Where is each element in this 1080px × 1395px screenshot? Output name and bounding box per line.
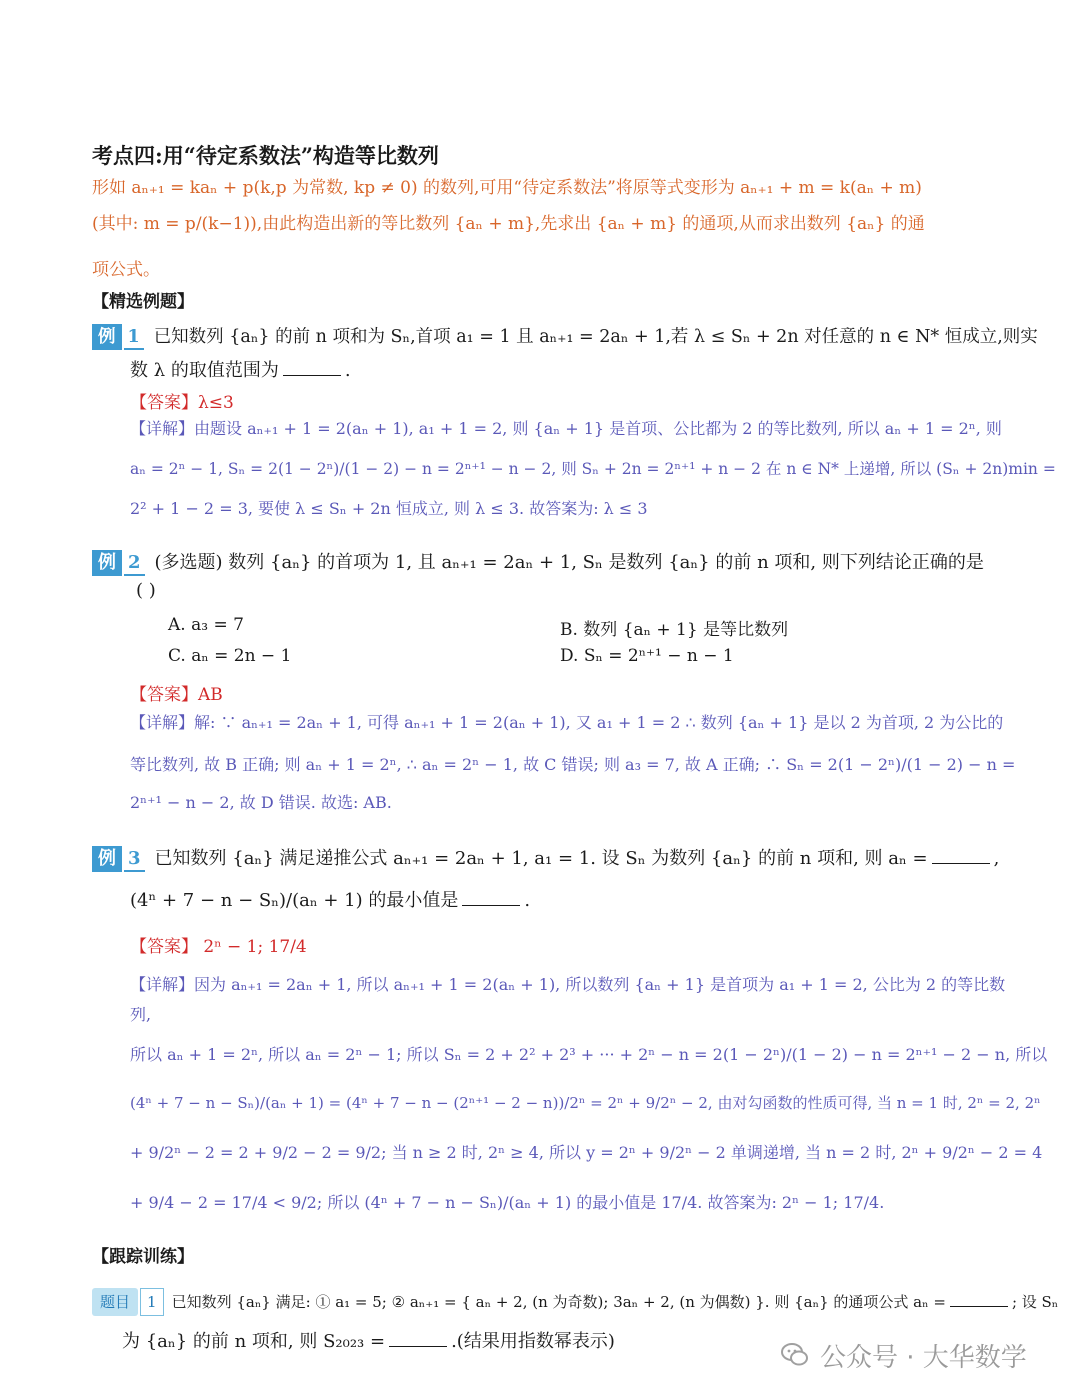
example-badge: 例	[92, 846, 122, 872]
exercise-1-text-2: 为 {aₙ} 的前 n 项和, 则 S₂₀₂₃ =	[122, 1331, 386, 1352]
answer-blank	[950, 1306, 1008, 1307]
example-3-explanation-4: (4ⁿ + 7 − n − Sₙ)/(aₙ + 1) = (4ⁿ + 7 − n − (2ⁿ⁺¹ − 2 − n))/2ⁿ = 2ⁿ + 9/2ⁿ − 2, 由对勾函数的性质可得, 当 n = 1 时, 2ⁿ = 2, 2ⁿ	[130, 1094, 1041, 1112]
example-1-stem-end: .	[344, 360, 351, 381]
example-3-text: 已知数列 {aₙ} 满足递推公式 aₙ₊₁ = 2aₙ + 1, a₁ = 1. 设 Sₙ 为数列 {aₙ} 的前 n 项和, 则 aₙ =	[154, 848, 928, 869]
example-2-option-c: C. aₙ = 2n − 1	[168, 646, 292, 666]
exercise-1-stem-end: .(结果用指数幂表示)	[451, 1331, 615, 1352]
intro-line-1: 形如 aₙ₊₁ = kaₙ + p(k,p 为常数, kp ≠ 0) 的数列,可用“待定系数法”将原等式变形为 aₙ₊₁ + m = k(aₙ + m)	[92, 178, 922, 198]
intro-line-3: 项公式。	[92, 260, 160, 280]
exercise-1-text: 已知数列 {aₙ} 满足: ① a₁ = 5; ② aₙ₊₁ = { aₙ + 2, (n 为奇数); 3aₙ + 2, (n 为偶数) }. 则 {aₙ} 的通项公式 aₙ =	[171, 1293, 946, 1311]
example-3-explanation-2: 列,	[130, 1005, 152, 1024]
example-3-stem-end: .	[524, 890, 531, 911]
example-3-explanation-5: + 9/2ⁿ − 2 = 2 + 9/2 − 2 = 9/2; 当 n ≥ 2 时, 2ⁿ ≥ 4, 所以 y = 2ⁿ + 9/2ⁿ − 2 单调递增, 当 n = 2 时, 2ⁿ + 9/2ⁿ − 2 = 4	[130, 1143, 1043, 1162]
exercise-1-stem-line-1	[92, 1288, 1058, 1316]
example-1-explanation-2: aₙ = 2ⁿ − 1, Sₙ = 2(1 − 2ⁿ)/(1 − 2) − n = 2ⁿ⁺¹ − n − 2, 则 Sₙ + 2n = 2ⁿ⁺¹ + n − 2 在 n ∈ N* 上递增, 所以 (Sₙ + 2n)min =	[130, 460, 1056, 478]
intro-line-2: (其中: m = p/(k−1)),由此构造出新的等比数列 {aₙ + m},先求出 {aₙ + m} 的通项,从而求出数列 {aₙ} 的通	[92, 214, 925, 234]
example-3-explanation-3: 所以 aₙ + 1 = 2ⁿ, 所以 aₙ = 2ⁿ − 1; 所以 Sₙ = 2 + 2² + 2³ + ··· + 2ⁿ − n = 2(1 − 2ⁿ)/(1 − 2) − n = 2ⁿ⁺¹ − 2 − n, 所以	[130, 1045, 1048, 1064]
example-1-answer: 【答案】λ≤3	[130, 393, 234, 413]
example-3-stem-mid: ,	[993, 848, 1000, 869]
example-1-text-2: 数 λ 的取值范围为	[130, 360, 279, 381]
exercise-badge: 题目	[92, 1288, 138, 1316]
example-1-explanation-3: 2² + 1 − 2 = 3, 要使 λ ≤ Sₙ + 2n 恒成立, 则 λ ≤ 3. 故答案为: λ ≤ 3	[130, 499, 648, 518]
exercise-1-stem-line-2	[122, 1327, 615, 1353]
answer-blank	[283, 375, 341, 376]
answer-blank	[389, 1346, 447, 1347]
example-2-explanation-1: 【详解】解: ∵ aₙ₊₁ = 2aₙ + 1, 可得 aₙ₊₁ + 1 = 2(aₙ + 1), 又 a₁ + 1 = 2 ∴ 数列 {aₙ + 1} 是以 2 为首项, 2 为公比的	[130, 713, 1004, 732]
example-3-answer: 【答案】 2ⁿ − 1; 17/4	[130, 937, 307, 957]
example-2-stem-line-1	[92, 548, 984, 576]
example-badge: 例	[92, 324, 122, 350]
example-2-option-b: B. 数列 {aₙ + 1} 是等比数列	[560, 620, 789, 640]
example-1-stem-line-2	[130, 356, 351, 382]
example-3-explanation-6: + 9/4 − 2 = 17/4 < 9/2; 所以 (4ⁿ + 7 − n − Sₙ)/(aₙ + 1) 的最小值是 17/4. 故答案为: 2ⁿ − 1; 17/4.	[130, 1193, 885, 1212]
example-number: 1	[124, 324, 144, 350]
example-2-paren: ( )	[136, 580, 156, 601]
example-3-stem-line-1	[92, 844, 999, 872]
example-1-text: 已知数列 {aₙ} 的前 n 项和为 Sₙ,首项 a₁ = 1 且 aₙ₊₁ = 2aₙ + 1,若 λ ≤ Sₙ + 2n 对任意的 n ∈ N* 恒成立,则实	[153, 327, 1038, 347]
answer-blank	[462, 905, 520, 906]
example-badge: 例	[92, 550, 122, 576]
answer-blank	[932, 863, 990, 864]
section-title: 考点四:用“待定系数法”构造等比数列	[92, 143, 439, 168]
example-2-option-a: A. a₃ = 7	[168, 615, 244, 635]
example-2-option-d: D. Sₙ = 2ⁿ⁺¹ − n − 1	[560, 646, 734, 666]
example-number: 3	[124, 846, 145, 872]
wechat-icon	[780, 1340, 810, 1370]
example-2-explanation-3: 2ⁿ⁺¹ − n − 2, 故 D 错误. 故选: AB.	[130, 793, 392, 812]
watermark-text: 公众号 · 大华数学	[820, 1342, 1027, 1373]
example-2-text: (多选题) 数列 {aₙ} 的首项为 1, 且 aₙ₊₁ = 2aₙ + 1, Sₙ 是数列 {aₙ} 的前 n 项和, 则下列结论正确的是	[154, 552, 984, 573]
watermark	[780, 1335, 1050, 1375]
tracking-header: 【跟踪训练】	[92, 1247, 194, 1267]
exercise-number: 1	[140, 1288, 164, 1316]
example-1-explanation-1: 【详解】由题设 aₙ₊₁ + 1 = 2(aₙ + 1), a₁ + 1 = 2, 则 {aₙ + 1} 是首项、公比都为 2 的等比数列, 所以 aₙ + 1 = 2ⁿ, 则	[130, 419, 1002, 438]
example-3-explanation-1: 【详解】因为 aₙ₊₁ = 2aₙ + 1, 所以 aₙ₊₁ + 1 = 2(aₙ + 1), 所以数列 {aₙ + 1} 是首项为 a₁ + 1 = 2, 公比为 2 的等比数	[130, 975, 1006, 994]
example-2-explanation-2: 等比数列, 故 B 正确; 则 aₙ + 1 = 2ⁿ, ∴ aₙ = 2ⁿ − 1, 故 C 错误; 则 a₃ = 7, 故 A 正确; ∴ Sₙ = 2(1 − 2ⁿ)/(1 − 2) − n =	[130, 755, 1016, 774]
example-3-stem-line-2	[130, 886, 530, 912]
example-3-text-2: (4ⁿ + 7 − n − Sₙ)/(aₙ + 1) 的最小值是	[130, 890, 459, 911]
selected-examples-header: 【精选例题】	[92, 292, 194, 312]
example-number: 2	[124, 550, 145, 576]
example-2-answer: 【答案】AB	[130, 685, 223, 705]
example-1-stem-line-1	[92, 323, 1038, 350]
exercise-1-stem-mid: ; 设 Sₙ	[1011, 1293, 1059, 1311]
